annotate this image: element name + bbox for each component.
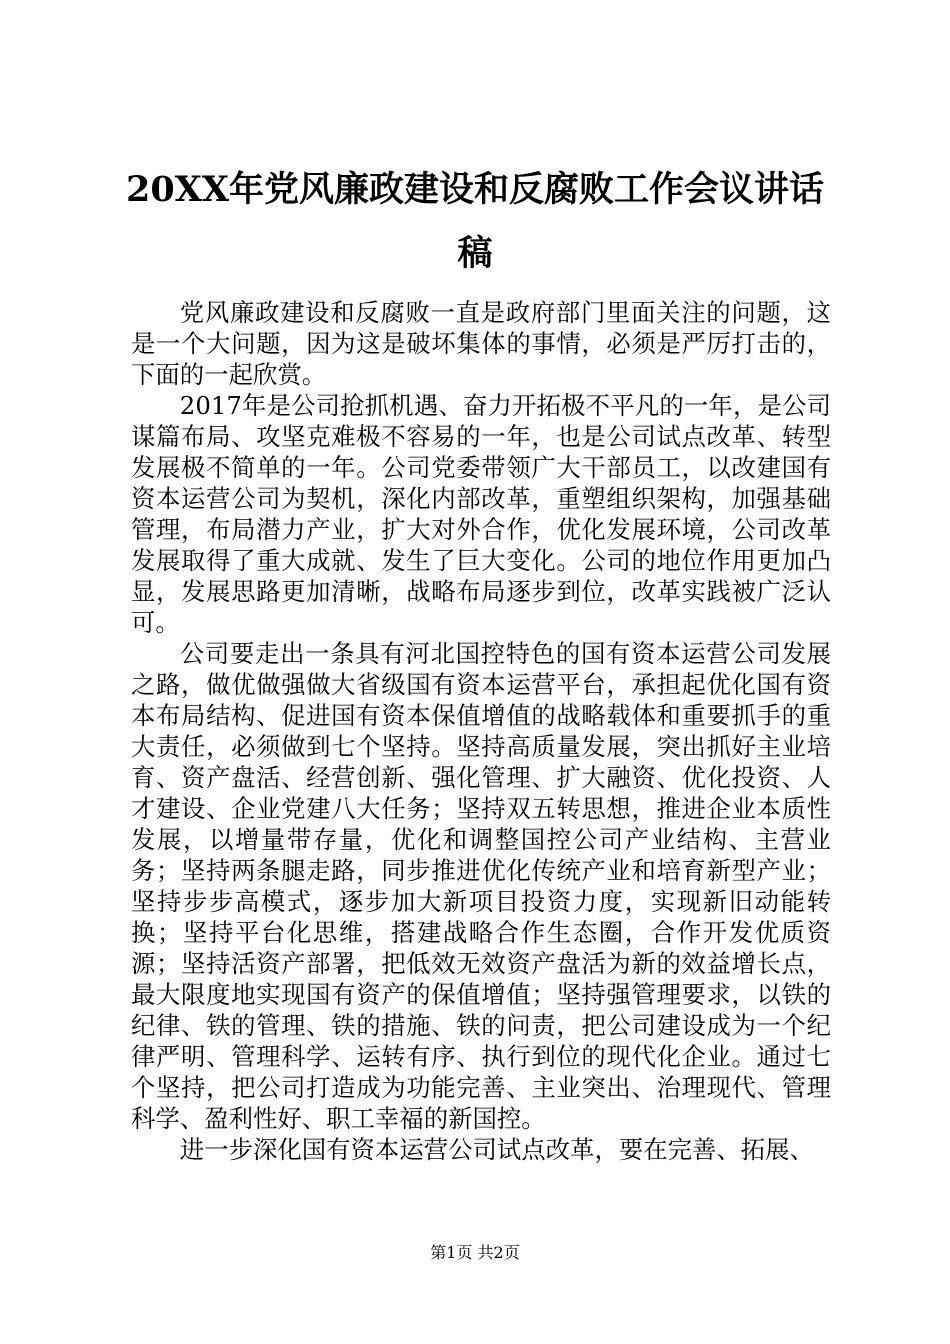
page-footer: 第1页 共2页 — [430, 1243, 520, 1262]
document-body — [131, 297, 831, 1165]
body-paragraph: 公司要走出一条具有河北国控特色的国有资本运营公司发展之路，做优做强做大省级国有资本运营平台，承担起优化国有资本布局结构、促进国有资本保值增值的战略载体和重要抓手的重大责任，必须做到七个坚持。坚持高质量发展，突出抓好主业培育、资产盘活、经营创新、强化管理、扩大融资、优化投资、人才建设、企业党建八大任务；坚持双五转思想，推进企业本质性发展，以增量带存量，优化和调整国控公司产业结构、主营业务；坚持两条腿走路，同步推进优化传统产业和培育新型产业；坚持步步高模式，逐步加大新项目投资力度，实现新旧动能转换；坚持平台化思维，搭建战略合作生态圈，合作开发优质资源；坚持活资产部署，把低效无效资产盘活为新的效益增长点，最大限度地实现国有资产的保值增值；坚持强管理要求，以铁的纪律、铁的管理、铁的措施、铁的问责，把公司建设成为一个纪律严明、管理科学、运转有序、执行到位的现代化企业。通过七个坚持，把公司打造成为功能完善、主业突出、治理现代、管理科学、盈利性好、职工幸福的新国控。 — [131, 639, 831, 1133]
document-title: 20XX年党风廉政建设和反腐败工作会议讲话稿 — [125, 169, 825, 274]
body-paragraph: 党风廉政建设和反腐败一直是政府部门里面关注的问题，这是一个大问题，因为这是破坏集体的事情，必须是严厉打击的，下面的一起欣赏。 — [131, 298, 831, 389]
body-paragraph: 2017年是公司抢抓机遇、奋力开拓极不平凡的一年，是公司谋篇布局、攻坚克难极不容易的一年，也是公司试点改革、转型发展极不简单的一年。公司党委带领广大干部员工，以改建国有资本运营公司为契机，深化内部改革，重塑组织架构，加强基础管理，布局潜力产业，扩大对外合作，优化发展环境，公司改革发展取得了重大成就、发生了巨大变化。公司的地位作用更加凸显，发展思路更加清晰，战略布局逐步到位，改革实践被广泛认可。 — [131, 391, 831, 637]
body-paragraph: 进一步深化国有资本运营公司试点改革，要在完善、拓展、 — [179, 1135, 814, 1164]
